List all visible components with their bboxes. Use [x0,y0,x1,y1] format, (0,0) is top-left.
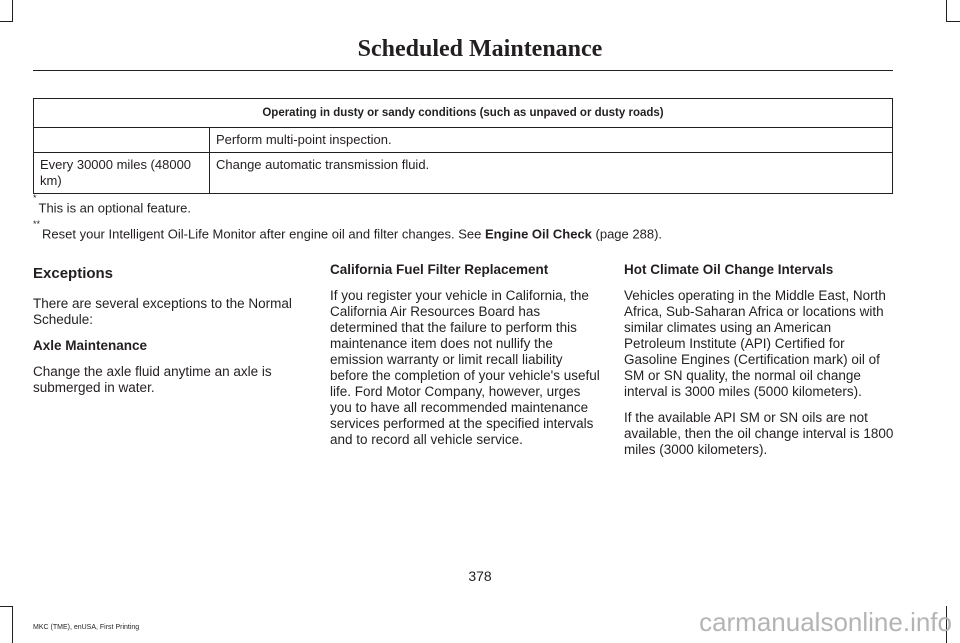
footnote [33,219,663,242]
page-number: 378 [468,568,492,584]
table-header-row [34,99,893,128]
table-heading: Operating in dusty or sandy conditions (such as unpaved or dusty roads) [34,99,893,128]
action-cell: Perform multi-point inspection. [210,128,893,153]
action-cell: Change automatic transmission fluid. [210,153,893,194]
exceptions-column [33,262,305,406]
hot-climate-column [624,262,896,468]
header-divider [33,70,893,71]
crop-mark-top-right [946,0,947,22]
interval-cell [34,128,210,153]
axle-maintenance-text: Change the axle fluid anytime an axle is submerged in water. [33,364,272,395]
exceptions-intro: There are several exceptions to the Normal Schedule: [33,296,292,327]
watermark: carmanualsonline.info [699,607,952,637]
print-footer: MKC (TME), enUSA, First Printing [33,624,140,631]
california-text: If you register your vehicle in California, the California Air Resources Board has determined that the failure to perform this maintenance item does not nullify the emission warranty or limit recall liability before the completion of your vehicle's useful life. Ford Motor Company, however, urges you to have all recommended maintenance services performed at the specified intervals and to record all vehicle service. [330,288,600,447]
california-heading: California Fuel Filter Replacement [330,262,549,277]
table-row [34,153,893,194]
crop-mark-bottom-left [12,606,13,643]
hot-climate-text: Vehicles operating in the Middle East, North Africa, Sub-Saharan Africa or locations with similar climates using an American Petroleum Institute (API) Certified for Gasoline Engines (Certification mark) oil of SM or SN quality, the normal oil change interval is 3000 miles (5000 kilometers). [624,288,886,399]
footnote-text: Reset your Intelligent Oil-Life Monitor after engine oil and filter changes. See [42,226,485,242]
table-row [34,128,893,153]
crop-mark-bottom-left [0,606,13,607]
footnote [33,193,191,216]
axle-maintenance-heading: Axle Maintenance [33,338,148,353]
page-title: Scheduled Maintenance [357,36,603,62]
crop-mark-top-left [12,0,13,22]
footnote-marker: ** [33,219,41,229]
footnote-text: This is an optional feature. [38,200,191,216]
exceptions-heading: Exceptions [33,265,114,282]
crop-mark-top-right [946,21,960,22]
hot-climate-text-2: If the available API SM or SN oils are not available, then the oil change interval is 1800 miles (3000 kilometers). [624,410,894,457]
footnote-marker: * [33,193,37,203]
california-column [330,262,602,458]
interval-cell: Every 30000 miles (48000 km) [34,153,210,194]
maintenance-table [33,98,893,194]
hot-climate-heading: Hot Climate Oil Change Intervals [624,262,834,277]
footnote-page-ref: (page 288). [591,226,663,242]
crop-mark-top-left [0,21,13,22]
cross-reference-link[interactable]: Engine Oil Check [484,226,592,242]
